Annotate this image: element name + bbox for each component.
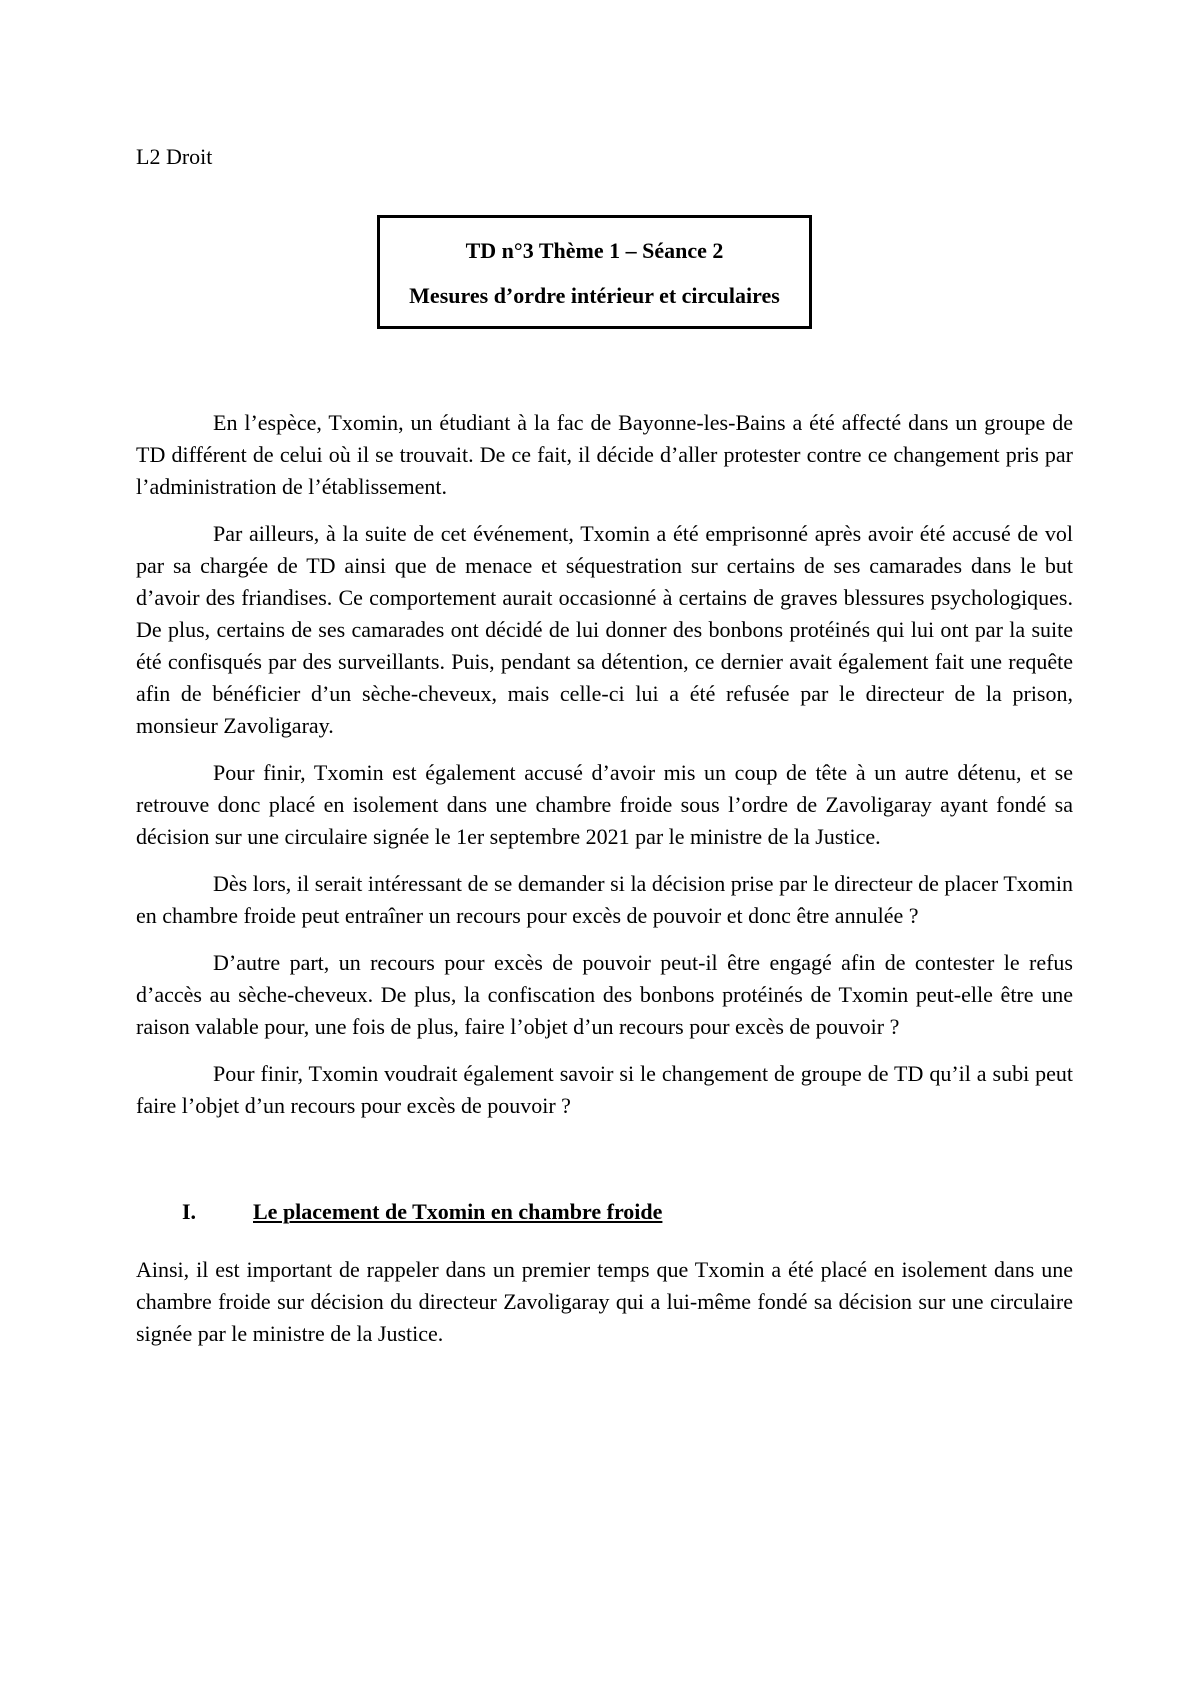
- section-1-paragraph: Ainsi, il est important de rappeler dans un premier temps que Txomin a été placé en isolement dans une chambre froide sur décision du directeur Zavoligaray qui a lui-même fondé sa décision sur une circulaire signée par le ministre de la Justice.: [136, 1257, 1073, 1346]
- paragraph-question-3: Pour finir, Txomin voudrait également savoir si le changement de groupe de TD qu’il a subi peut faire l’objet d’un recours pour excès de pouvoir ?: [136, 1061, 1073, 1118]
- title-box: [377, 215, 812, 329]
- course-label: L2 Droit: [136, 144, 213, 169]
- paragraph-question-2: D’autre part, un recours pour excès de pouvoir peut-il être engagé afin de contester le refus d’accès au sèche-cheveux. De plus, la confiscation des bonbons protéinés de Txomin peut-elle être une raison valable pour, une fois de plus, faire l’objet d’un recours pour excès de pouvoir ?: [136, 950, 1073, 1039]
- section-1-heading: [136, 1196, 1073, 1228]
- paragraph-facts-3: Pour finir, Txomin est également accusé d’avoir mis un coup de tête à un autre détenu, et se retrouve donc placé en isolement dans une chambre froide sous l’ordre de Zavoligaray ayant fondé sa décision sur une circulaire signée le 1er septembre 2021 par le ministre de la Justice.: [136, 760, 1073, 849]
- paragraph-question-1: Dès lors, il serait intéressant de se demander si la décision prise par le directeur de placer Txomin en chambre froide peut entraîner un recours pour excès de pouvoir et donc être annulée ?: [136, 871, 1073, 928]
- section-1-title: Le placement de Txomin en chambre froide: [253, 1199, 663, 1224]
- title-box-line-2: Mesures d’ordre intérieur et circulaires: [409, 283, 780, 308]
- paragraph-facts-2: Par ailleurs, à la suite de cet événement, Txomin a été emprisonné après avoir été accusé de vol par sa chargée de TD ainsi que de menace et séquestration sur certains de ses camarades dans le but d’avoir des friandises. Ce comportement aurait occasionné à certains de graves blessures psychologiques. De plus, certains de ses camarades ont décidé de lui donner des bonbons protéinés qui lui ont par la suite été confisqués par des surveillants. Puis, pendant sa détention, ce dernier avait également fait une requête afin de bénéficier d’un sèche-cheveux, mais celle-ci lui a été refusée par le directeur de la prison, monsieur Zavoligaray.: [136, 521, 1073, 738]
- section-1-number: I.: [182, 1199, 197, 1224]
- title-box-line-1: TD n°3 Thème 1 – Séance 2: [465, 238, 724, 263]
- paragraph-facts-1: En l’espèce, Txomin, un étudiant à la fac de Bayonne-les-Bains a été affecté dans un groupe de TD différent de celui où il se trouvait. De ce fait, il décide d’aller protester contre ce changement pris par l’administration de l’établissement.: [136, 410, 1073, 499]
